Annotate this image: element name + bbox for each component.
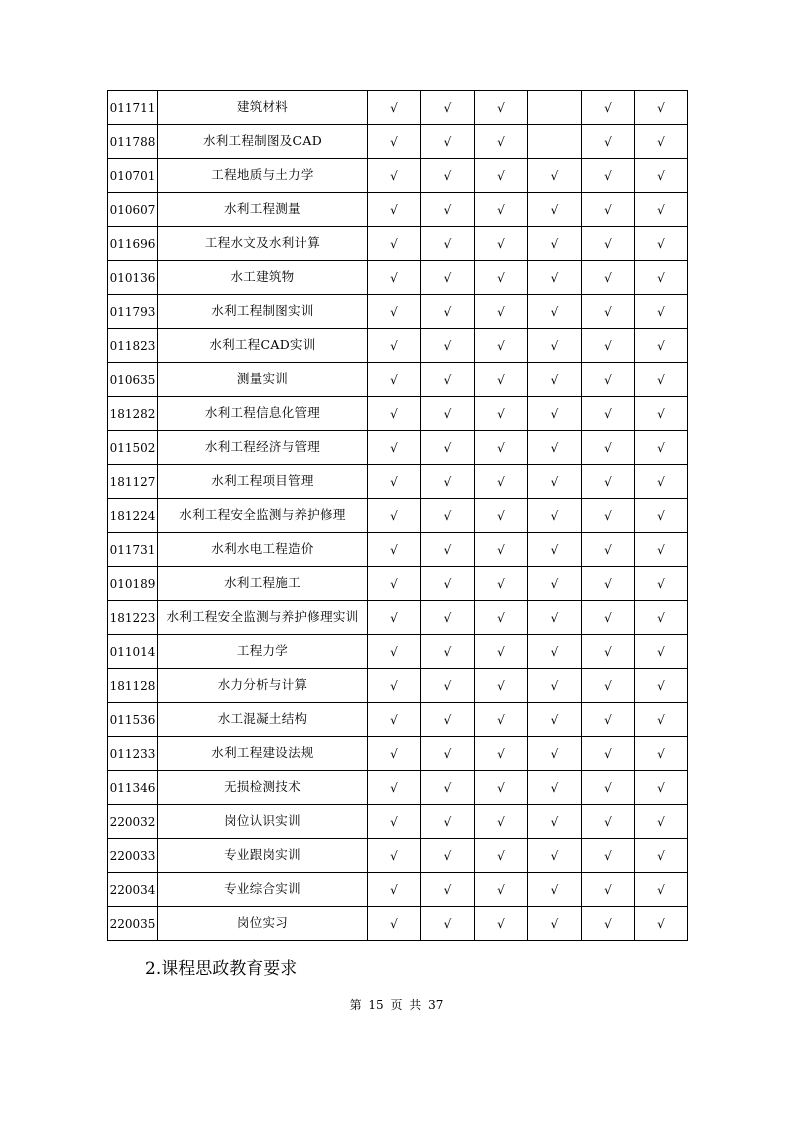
check-cell: √	[421, 125, 475, 159]
check-cell	[528, 125, 582, 159]
check-cell: √	[421, 465, 475, 499]
check-cell: √	[421, 839, 475, 873]
check-cell: √	[635, 465, 688, 499]
course-name-cell: 工程力学	[158, 635, 368, 669]
check-cell: √	[582, 91, 635, 125]
check-cell: √	[421, 635, 475, 669]
table-row	[108, 839, 688, 873]
check-cell: √	[475, 771, 528, 805]
check-cell: √	[528, 839, 582, 873]
check-cell: √	[475, 159, 528, 193]
check-cell: √	[475, 91, 528, 125]
course-code-cell: 181282	[108, 397, 158, 431]
check-cell: √	[368, 329, 421, 363]
course-code-cell: 181224	[108, 499, 158, 533]
check-cell: √	[475, 635, 528, 669]
check-cell: √	[421, 601, 475, 635]
check-cell: √	[475, 295, 528, 329]
table-body	[108, 91, 688, 941]
check-cell: √	[582, 431, 635, 465]
check-cell: √	[368, 771, 421, 805]
check-cell: √	[635, 91, 688, 125]
check-cell: √	[528, 703, 582, 737]
check-cell: √	[635, 907, 688, 941]
table-row	[108, 533, 688, 567]
check-cell: √	[582, 227, 635, 261]
check-cell: √	[528, 397, 582, 431]
course-name-cell: 水利工程施工	[158, 567, 368, 601]
check-cell: √	[528, 261, 582, 295]
course-code-cell: 011502	[108, 431, 158, 465]
check-cell: √	[528, 907, 582, 941]
course-name-cell: 专业跟岗实训	[158, 839, 368, 873]
course-name-cell: 水利工程制图实训	[158, 295, 368, 329]
check-cell: √	[475, 669, 528, 703]
course-name-cell: 工程地质与土力学	[158, 159, 368, 193]
course-code-cell: 010607	[108, 193, 158, 227]
check-cell: √	[368, 397, 421, 431]
course-name-cell: 水利工程安全监测与养护修理实训	[158, 601, 368, 635]
check-cell: √	[368, 567, 421, 601]
check-cell: √	[368, 669, 421, 703]
check-cell: √	[528, 533, 582, 567]
check-cell: √	[528, 329, 582, 363]
course-code-cell: 011711	[108, 91, 158, 125]
check-cell: √	[368, 431, 421, 465]
course-code-cell: 220032	[108, 805, 158, 839]
course-name-cell: 测量实训	[158, 363, 368, 397]
check-cell: √	[421, 669, 475, 703]
table-row	[108, 907, 688, 941]
check-cell: √	[421, 159, 475, 193]
table-row	[108, 873, 688, 907]
check-cell: √	[528, 431, 582, 465]
course-name-cell: 水工混凝土结构	[158, 703, 368, 737]
check-cell: √	[368, 907, 421, 941]
check-cell: √	[475, 329, 528, 363]
check-cell: √	[582, 737, 635, 771]
check-cell: √	[528, 601, 582, 635]
check-cell	[528, 91, 582, 125]
check-cell: √	[421, 703, 475, 737]
check-cell: √	[635, 431, 688, 465]
check-cell: √	[368, 159, 421, 193]
course-name-cell: 水力分析与计算	[158, 669, 368, 703]
course-name-cell: 水利工程信息化管理	[158, 397, 368, 431]
check-cell: √	[582, 295, 635, 329]
course-code-cell: 220034	[108, 873, 158, 907]
course-name-cell: 工程水文及水利计算	[158, 227, 368, 261]
check-cell: √	[475, 431, 528, 465]
check-cell: √	[421, 533, 475, 567]
check-cell: √	[368, 295, 421, 329]
check-cell: √	[582, 703, 635, 737]
check-cell: √	[635, 873, 688, 907]
course-name-cell: 无损检测技术	[158, 771, 368, 805]
check-cell: √	[475, 567, 528, 601]
check-cell: √	[368, 261, 421, 295]
check-cell: √	[475, 873, 528, 907]
check-cell: √	[421, 771, 475, 805]
check-cell: √	[368, 737, 421, 771]
check-cell: √	[368, 91, 421, 125]
check-cell: √	[528, 159, 582, 193]
check-cell: √	[635, 567, 688, 601]
check-cell: √	[421, 737, 475, 771]
course-name-cell: 水利工程项目管理	[158, 465, 368, 499]
course-code-cell: 220033	[108, 839, 158, 873]
table-row	[108, 363, 688, 397]
check-cell: √	[475, 907, 528, 941]
table-row	[108, 159, 688, 193]
check-cell: √	[582, 805, 635, 839]
check-cell: √	[635, 533, 688, 567]
check-cell: √	[475, 227, 528, 261]
check-cell: √	[635, 261, 688, 295]
check-cell: √	[582, 397, 635, 431]
check-cell: √	[368, 227, 421, 261]
check-cell: √	[475, 805, 528, 839]
course-name-cell: 水利工程安全监测与养护修理	[158, 499, 368, 533]
check-cell: √	[421, 499, 475, 533]
check-cell: √	[582, 465, 635, 499]
course-code-cell: 010701	[108, 159, 158, 193]
check-cell: √	[421, 193, 475, 227]
check-cell: √	[635, 159, 688, 193]
check-cell: √	[635, 295, 688, 329]
check-cell: √	[528, 465, 582, 499]
table-row	[108, 193, 688, 227]
table-row	[108, 295, 688, 329]
check-cell: √	[368, 193, 421, 227]
check-cell: √	[475, 193, 528, 227]
check-cell: √	[421, 227, 475, 261]
check-cell: √	[421, 431, 475, 465]
check-cell: √	[368, 465, 421, 499]
check-cell: √	[421, 805, 475, 839]
check-cell: √	[528, 363, 582, 397]
course-code-cell: 011696	[108, 227, 158, 261]
check-cell: √	[635, 363, 688, 397]
table-row	[108, 635, 688, 669]
table-row	[108, 91, 688, 125]
table-row	[108, 261, 688, 295]
course-name-cell: 水利水电工程造价	[158, 533, 368, 567]
check-cell: √	[528, 295, 582, 329]
check-cell: √	[582, 771, 635, 805]
table-row	[108, 669, 688, 703]
check-cell: √	[475, 703, 528, 737]
course-code-cell: 011731	[108, 533, 158, 567]
check-cell: √	[475, 261, 528, 295]
check-cell: √	[475, 839, 528, 873]
check-cell: √	[475, 465, 528, 499]
check-cell: √	[421, 567, 475, 601]
check-cell: √	[528, 771, 582, 805]
check-cell: √	[582, 329, 635, 363]
check-cell: √	[368, 499, 421, 533]
check-cell: √	[635, 805, 688, 839]
check-cell: √	[421, 363, 475, 397]
table-row	[108, 499, 688, 533]
check-cell: √	[635, 771, 688, 805]
check-cell: √	[368, 703, 421, 737]
course-code-cell: 011793	[108, 295, 158, 329]
check-cell: √	[635, 193, 688, 227]
table-row	[108, 329, 688, 363]
table-row	[108, 771, 688, 805]
course-name-cell: 水利工程测量	[158, 193, 368, 227]
check-cell: √	[582, 601, 635, 635]
table-row	[108, 397, 688, 431]
check-cell: √	[582, 635, 635, 669]
check-cell: √	[582, 567, 635, 601]
course-name-cell: 水利工程经济与管理	[158, 431, 368, 465]
check-cell: √	[635, 635, 688, 669]
course-name-cell: 水利工程建设法规	[158, 737, 368, 771]
check-cell: √	[528, 635, 582, 669]
check-cell: √	[635, 397, 688, 431]
check-cell: √	[582, 669, 635, 703]
table-row	[108, 601, 688, 635]
check-cell: √	[475, 397, 528, 431]
check-cell: √	[475, 363, 528, 397]
check-cell: √	[421, 295, 475, 329]
check-cell: √	[582, 363, 635, 397]
check-cell: √	[635, 737, 688, 771]
check-cell: √	[582, 533, 635, 567]
table-row	[108, 465, 688, 499]
check-cell: √	[528, 669, 582, 703]
course-name-cell: 岗位实习	[158, 907, 368, 941]
check-cell: √	[368, 805, 421, 839]
check-cell: √	[635, 499, 688, 533]
check-cell: √	[421, 329, 475, 363]
check-cell: √	[582, 261, 635, 295]
check-cell: √	[528, 737, 582, 771]
check-cell: √	[635, 227, 688, 261]
check-cell: √	[528, 227, 582, 261]
course-name-cell: 水利工程CAD实训	[158, 329, 368, 363]
check-cell: √	[635, 839, 688, 873]
check-cell: √	[582, 499, 635, 533]
check-cell: √	[421, 873, 475, 907]
check-cell: √	[368, 839, 421, 873]
check-cell: √	[475, 499, 528, 533]
check-cell: √	[368, 873, 421, 907]
course-code-cell: 011823	[108, 329, 158, 363]
course-code-cell: 011788	[108, 125, 158, 159]
check-cell: √	[582, 907, 635, 941]
check-cell: √	[421, 397, 475, 431]
check-cell: √	[475, 125, 528, 159]
check-cell: √	[635, 669, 688, 703]
page-footer: 第 15 页 共 37	[349, 998, 444, 1012]
check-cell: √	[528, 567, 582, 601]
table-row	[108, 125, 688, 159]
course-code-cell: 011536	[108, 703, 158, 737]
check-cell: √	[368, 363, 421, 397]
course-code-cell: 181128	[108, 669, 158, 703]
check-cell: √	[475, 533, 528, 567]
table-row	[108, 703, 688, 737]
check-cell: √	[528, 805, 582, 839]
course-code-cell: 011233	[108, 737, 158, 771]
check-cell: √	[528, 193, 582, 227]
course-code-cell: 011346	[108, 771, 158, 805]
check-cell: √	[635, 125, 688, 159]
course-code-cell: 181127	[108, 465, 158, 499]
check-cell: √	[528, 499, 582, 533]
check-cell: √	[475, 601, 528, 635]
course-code-cell: 181223	[108, 601, 158, 635]
check-cell: √	[421, 91, 475, 125]
check-cell: √	[421, 907, 475, 941]
check-cell: √	[582, 193, 635, 227]
check-cell: √	[582, 839, 635, 873]
check-cell: √	[635, 329, 688, 363]
check-cell: √	[635, 703, 688, 737]
check-cell: √	[368, 601, 421, 635]
course-name-cell: 专业综合实训	[158, 873, 368, 907]
check-cell: √	[475, 737, 528, 771]
course-code-cell: 011014	[108, 635, 158, 669]
table-row	[108, 567, 688, 601]
course-name-cell: 岗位认识实训	[158, 805, 368, 839]
section-heading: 2.课程思政教育要求	[145, 959, 298, 979]
course-matrix-table	[107, 90, 688, 941]
check-cell: √	[368, 533, 421, 567]
check-cell: √	[582, 873, 635, 907]
table-row	[108, 227, 688, 261]
check-cell: √	[528, 873, 582, 907]
table-row	[108, 431, 688, 465]
table-row	[108, 805, 688, 839]
check-cell: √	[421, 261, 475, 295]
course-name-cell: 水工建筑物	[158, 261, 368, 295]
check-cell: √	[635, 601, 688, 635]
course-code-cell: 010635	[108, 363, 158, 397]
course-name-cell: 建筑材料	[158, 91, 368, 125]
course-code-cell: 010189	[108, 567, 158, 601]
check-cell: √	[582, 125, 635, 159]
table-row	[108, 737, 688, 771]
course-code-cell: 010136	[108, 261, 158, 295]
course-code-cell: 220035	[108, 907, 158, 941]
course-name-cell: 水利工程制图及CAD	[158, 125, 368, 159]
check-cell: √	[582, 159, 635, 193]
check-cell: √	[368, 635, 421, 669]
check-cell: √	[368, 125, 421, 159]
